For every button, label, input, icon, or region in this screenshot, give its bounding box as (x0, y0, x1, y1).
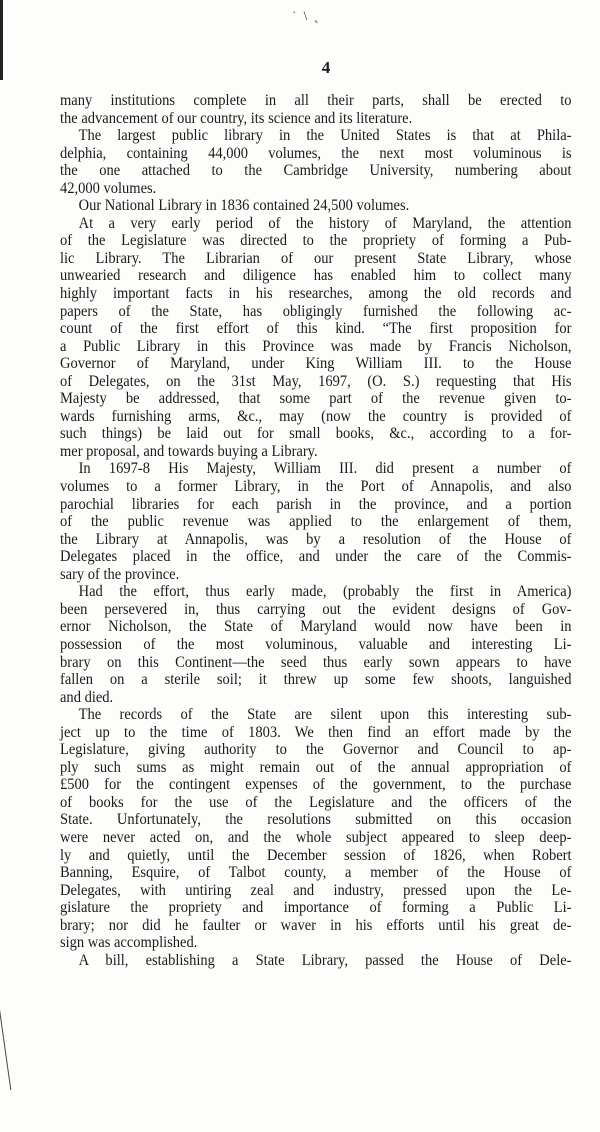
text-line: the Library at Annapolis, was by a resolution of the House of (60, 530, 572, 548)
text-line: Our National Library in 1836 contained 24,500 volumes. (78, 197, 410, 215)
text-line: mer proposal, and towards buying a Library. (60, 442, 318, 460)
text-line: fallen on a sterile soil; it threw up some few shoots, languished (60, 671, 572, 689)
text-line: 42,000 volumes. (60, 179, 157, 197)
text-line: ly and quietly, until the December session of 1826, when Robert (60, 846, 572, 864)
text-line: the one attached to the Cambridge University, numbering about (60, 162, 572, 180)
scan-edge-mark (0, 0, 3, 80)
text-line: gislature the propriety and importance of forming a Public Li- (60, 899, 572, 917)
scan-margin-mark (0, 1000, 21, 1090)
text-line: possession of the most voluminous, valuable and interesting Li- (60, 635, 572, 653)
text-line: In 1697-8 His Majesty, William III. did present a number of (78, 460, 572, 478)
text-line: delphia, containing 44,000 volumes, the next most voluminous is (60, 144, 572, 162)
text-line: volumes to a former Library, in the Port of Annapolis, and also (60, 478, 572, 496)
text-line: been persevered in, thus carrying out the evident designs of Gov- (60, 600, 572, 618)
text-line: papers of the State, has obligingly furnished the following ac- (60, 302, 572, 320)
text-line: unwearied research and diligence has enabled him to collect many (60, 267, 572, 285)
text-line: of Delegates, on the 31st May, 1697, (O. S.) requesting that His (60, 372, 572, 390)
scan-specks: ˙ \ ˛ (292, 8, 321, 23)
text-line: Delegates, with untiring zeal and industry, pressed upon the Le- (60, 881, 572, 899)
text-line: sign was accomplished. (60, 934, 198, 952)
text-line: At a very early period of the history of Maryland, the attention (78, 214, 572, 232)
text-line: such things) be laid out for small books, &c., according to a for- (60, 425, 572, 443)
text-line: were never acted on, and the whole subject appeared to sleep deep- (60, 828, 572, 846)
text-line: Delegates placed in the office, and under the care of the Commis- (60, 548, 572, 566)
text-line: brary; nor did he faulter or waver in his efforts until his great de- (60, 916, 572, 934)
body-text (60, 92, 572, 969)
text-line: of the Legislature was directed to the propriety of forming a Pub- (60, 232, 572, 250)
text-line: The largest public library in the United States is that at Phila- (78, 127, 572, 145)
text-line: brary on this Continent—the seed thus early sown appears to have (60, 653, 572, 671)
text-line: Legislature, giving authority to the Governor and Council to ap- (60, 741, 572, 759)
text-line: ernor Nicholson, the State of Maryland would now have been in (60, 618, 572, 636)
text-line: parochial libraries for each parish in the province, and a portion (60, 495, 572, 513)
text-line: sary of the province. (60, 565, 180, 583)
page-number: 4 (321, 58, 331, 77)
text-line: State. Unfortunately, the resolutions submitted on this occasion (60, 811, 572, 829)
text-line: and died. (60, 688, 114, 706)
text-line: Governor of Maryland, under King William III. to the House (60, 355, 572, 373)
text-line: wards furnishing arms, &c., may (now the country is provided of (60, 407, 572, 425)
text-line: The records of the State are silent upon this interesting sub- (78, 706, 572, 724)
text-line: Banning, Esquire, of Talbot county, a member of the House of (60, 864, 572, 882)
text-line: many institutions complete in all their parts, shall be erected to (60, 92, 572, 109)
text-line: A bill, establishing a State Library, passed the House of Dele- (78, 951, 572, 969)
text-line: of the public revenue was applied to the enlargement of them, (60, 513, 572, 531)
text-line: ject up to the time of 1803. We then find an effort made by the (60, 723, 572, 741)
text-line: Majesty be addressed, that some part of the revenue given to- (60, 390, 572, 408)
text-line: lic Library. The Librarian of our present State Library, whose (60, 249, 572, 267)
text-line: highly important facts in his researches, among the old records and (60, 285, 572, 303)
text-line: ply such sums as might remain out of the annual appropriation of (60, 758, 572, 776)
text-line: £500 for the contingent expenses of the government, to the purchase (60, 776, 572, 794)
text-line: a Public Library in this Province was made by Francis Nicholson, (60, 337, 572, 355)
text-line: count of the first effort of this kind. “The first proposition for (60, 320, 572, 338)
text-line: the advancement of our country, its science and its literature. (60, 109, 413, 127)
text-line: Had the effort, thus early made, (probably the first in America) (78, 583, 572, 601)
text-line: of books for the use of the Legislature and the officers of the (60, 793, 572, 811)
